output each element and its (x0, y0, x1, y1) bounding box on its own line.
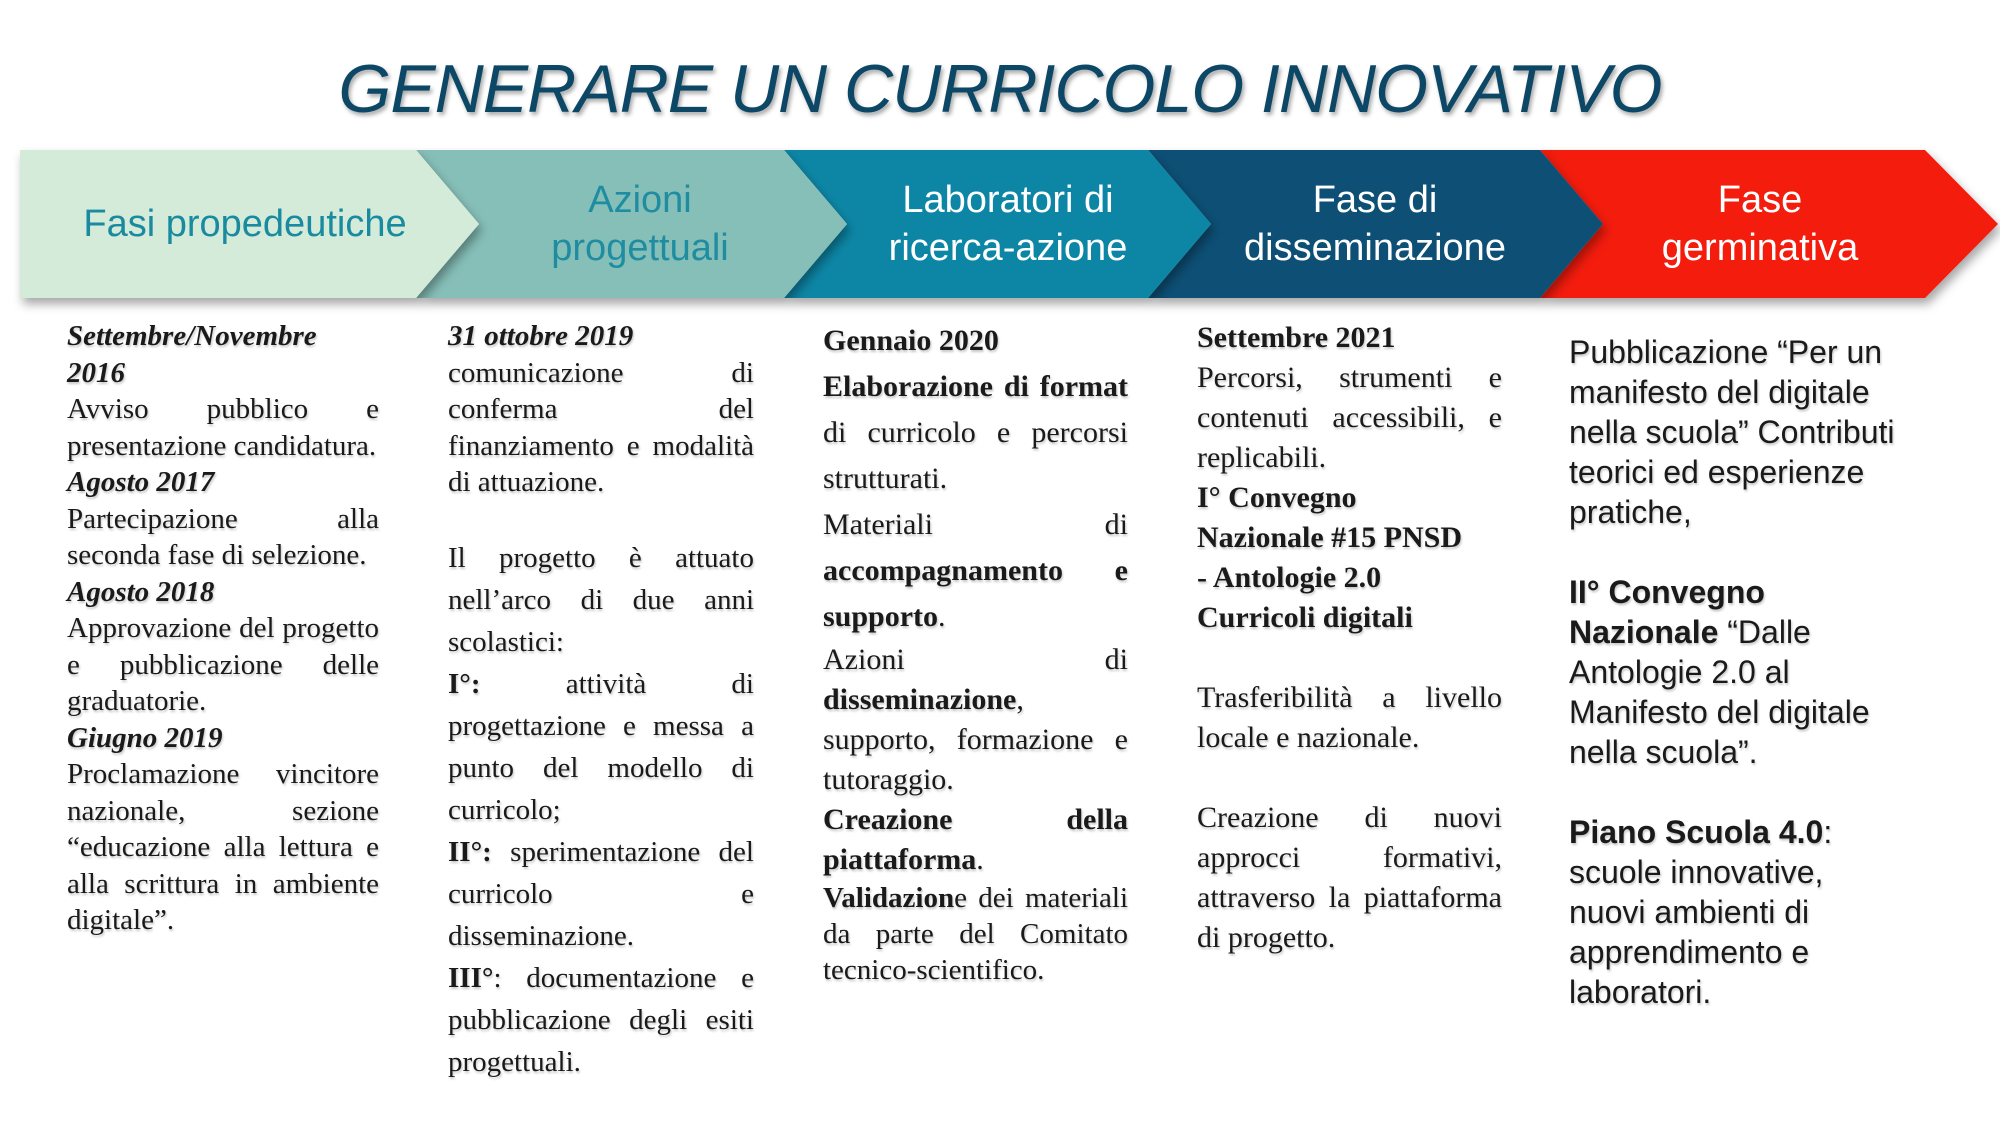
phase-item-label: II°: (448, 835, 492, 868)
stage-label-5: Fase germinativa (1661, 179, 1859, 269)
phase-item (448, 831, 754, 957)
column-text: Validazione dei materiali da parte del Comitato tecnico-scientifico. (823, 882, 1128, 986)
date-label: Settembre/Novembre 2016 (67, 320, 317, 389)
phase-item (448, 663, 754, 831)
column-text: Trasferibilità a livello locale e nazionale. (1197, 681, 1502, 754)
column-text: Piano Scuola 4.0: scuole innovative, nuovi ambienti di apprendimento e laboratori. (1569, 814, 1833, 1010)
date-label: Settembre 2021 (1197, 321, 1396, 354)
column-text: Proclamazione vincitore nazionale, sezione “educazione alla lettura e alla scrittura in ambiente digitale”. (67, 758, 379, 936)
phase-item-text: : documentazione e pubblicazione degli esiti progettuali. (448, 961, 754, 1078)
column-laboratori (823, 318, 1128, 988)
stage-label-2: Azioni progettuali (551, 179, 729, 269)
column-fasi-propedeutiche (67, 318, 379, 939)
date-label: Agosto 2018 (67, 575, 215, 608)
column-text: Creazione di nuovi approcci formativi, attraverso la piattaforma di progetto. (1197, 801, 1502, 954)
column-fase-germinativa (1569, 332, 1899, 1012)
column-text: Pubblicazione “Per un manifesto del digitale nella scuola” Contributi teorici ed esperienze pratiche, (1569, 334, 1895, 530)
column-text: Creazione della piattaforma. (823, 803, 1128, 876)
date-label: Gennaio 2020 (823, 324, 999, 357)
column-text: Elaborazione di format di curricolo e percorsi strutturati. (823, 370, 1128, 495)
column-text: I° Convegno Nazionale #15 PNSD - Antologie 2.0 Curricoli digitali (1197, 481, 1462, 634)
column-text: comunicazione di conferma del finanziamento e modalità di attuazione. (448, 356, 754, 498)
column-text: Percorsi, strumenti e contenuti accessibili, e replicabili. (1197, 361, 1502, 474)
column-azioni-progettuali (448, 318, 754, 1083)
phase-item-text: attività di progettazione e messa a punto del modello di curricolo; (448, 667, 754, 826)
date-label: Agosto 2017 (67, 466, 215, 498)
column-text: II° Convegno Nazionale “Dalle Antologie 2.0 al Manifesto del digitale nella scuola”. (1569, 574, 1870, 770)
column-text: Approvazione del progetto e pubblicazione delle graduatorie. (67, 612, 379, 717)
column-text: Partecipazione alla seconda fase di selezione. (67, 502, 379, 571)
page-title: GENERARE UN CURRICOLO INNOVATIVO (338, 51, 1662, 127)
phase-item-label: III° (448, 961, 494, 994)
date-label: 31 ottobre 2019 (448, 320, 634, 352)
stage-label-4: Fase di disseminazione (1244, 179, 1506, 269)
phase-item (448, 957, 754, 1083)
phase-item-label: I°: (448, 667, 481, 700)
stage-label-3: Laboratori di ricerca-azione (888, 179, 1128, 269)
column-disseminazione (1197, 318, 1502, 958)
phase-item-text: sperimentazione del curricolo e disseminazione. (448, 835, 754, 952)
column-text: Azioni di disseminazione, supporto, formazione e tutoraggio. (823, 643, 1128, 796)
column-text: Il progetto è attuato nell’arco di due anni scolastici: (448, 541, 754, 658)
date-label: Giugno 2019 (67, 721, 223, 754)
column-text: Avviso pubblico e presentazione candidatura. (67, 393, 379, 462)
stage-label-1: Fasi propedeutiche (83, 203, 407, 245)
column-text: Materiali di accompagnamento e supporto. (823, 508, 1128, 633)
